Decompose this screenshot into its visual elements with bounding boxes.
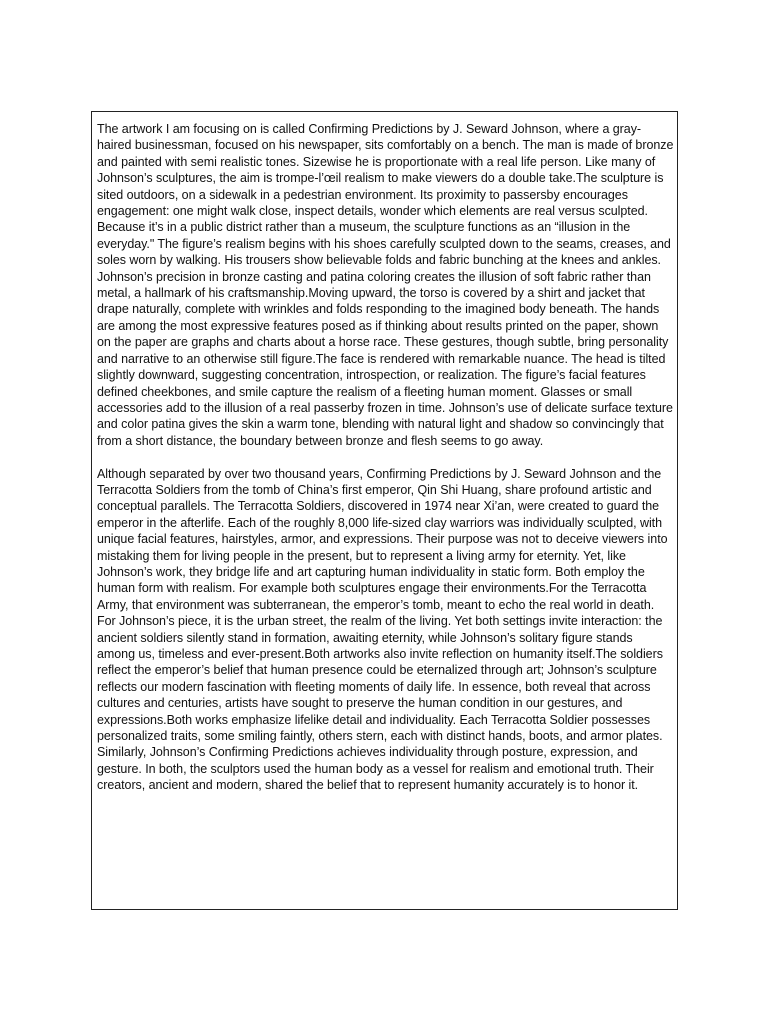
paragraph-confirming-predictions-description: The artwork I am focusing on is called Confirming Predictions by J. Seward Johnson, where a gray-haired businessman, focused on his newspaper, sits comfortably on a bench. The man is made of bronze and painted with semi realistic tones. Sizewise he is proportionate with a real life person. Like many of Johnson’s sculptures, the aim is trompe-l’œil realism to make viewers do a double take.The sculpture is sited outdoors, on a sidewalk in a pedestrian environment. Its proximity to passersby encourages engagement: one might walk close, inspect details, wonder which elements are real versus sculpted. Because it’s in a public district rather than a museum, the sculpture functions as an “illusion in the everyday." The figure’s realism begins with his shoes carefully sculpted down to the seams, creases, and soles worn by walking. His trousers show believable folds and fabric bunching at the knees and ankles. Johnson’s precision in bronze casting and patina coloring creates the illusion of soft fabric rather than metal, a hallmark of his craftsmanship.Moving upward, the torso is covered by a shirt and jacket that drape naturally, complete with wrinkles and folds responding to the imagined body beneath. The hands are among the most expressive features posed as if thinking about results printed on the paper, shown on the paper are graphs and charts about a horse race. These gestures, though subtle, bring personality and narrative to an otherwise still figure.The face is rendered with remarkable nuance. The head is tilted slightly downward, suggesting concentration, introspection, or realization. The figure’s facial features defined cheekbones, and smile capture the realism of a fleeting human moment. Glasses or small accessories add to the illusion of a real passerby frozen in time. Johnson’s use of delicate surface texture and color patina gives the skin a warm tone, blending with natural light and shadow so convincingly that from a short distance, the boundary between bronze and flesh seems to go away. — [97, 122, 674, 448]
document-page-border — [91, 111, 678, 910]
document-body — [97, 121, 674, 794]
paragraph-terracotta-comparison: Although separated by over two thousand years, Confirming Predictions by J. Seward Johnson and the Terracotta Soldiers from the tomb of China’s first emperor, Qin Shi Huang, share profound artistic and conceptual parallels. The Terracotta Soldiers, discovered in 1974 near Xi’an, were created to guard the emperor in the afterlife. Each of the roughly 8,000 life-sized clay warriors was individually sculpted, with unique facial features, hairstyles, armor, and expressions. Their purpose was not to deceive viewers into mistaking them for living people in the present, but to represent a living army for eternity. Yet, like Johnson’s work, they bridge life and art capturing human individuality in static form. Both employ the human form with realism. For example both sculptures engage their environments.For the Terracotta Army, that environment was subterranean, the emperor’s tomb, meant to echo the real world in death. For Johnson’s piece, it is the urban street, the realm of the living. Yet both settings invite interaction: the ancient soldiers silently stand in formation, awaiting eternity, while Johnson’s solitary figure stands among us, timeless and ever-present.Both artworks also invite reflection on humanity itself.The soldiers reflect the emperor’s belief that human presence could be eternalized through art; Johnson’s sculpture reflects our modern fascination with fleeting moments of daily life. In essence, both reveal that across cultures and centuries, artists have sought to preserve the human condition in our gestures, and expressions.Both works emphasize lifelike detail and individuality. Each Terracotta Soldier possesses personalized traits, some smiling faintly, others stern, each with distinct hands, boots, and armor plates. Similarly, Johnson’s Confirming Predictions achieves individuality through posture, expression, and gesture. In both, the sculptors used the human body as a vessel for realism and emotional truth. Their creators, ancient and modern, shared the belief that to represent humanity accurately is to honor it. — [97, 466, 668, 793]
